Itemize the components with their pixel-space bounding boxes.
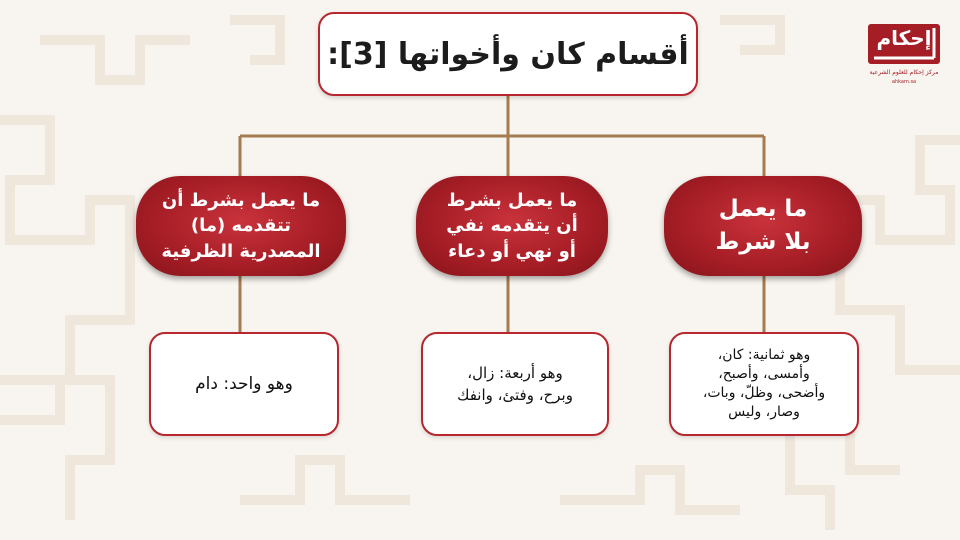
detail-line: وصار، وليس — [728, 403, 800, 420]
logo-name: إحكام — [876, 26, 932, 50]
detail-box-unconditional — [669, 332, 859, 436]
category-line: ما يعمل بشرط أن — [161, 189, 321, 211]
logo-tagline: ahkam.sa — [891, 79, 917, 85]
category-line: ما يعمل بشرط — [446, 189, 578, 211]
detail-line: وأضحى، وظلّ، وبات، — [702, 385, 826, 401]
category-line: أن يتقدمه نفي — [446, 215, 578, 237]
detail-line: وهو واحد: دام — [195, 374, 293, 394]
detail-box-ma-condition — [149, 332, 339, 436]
detail-line: وبرح، وفتئ، وانفك — [457, 386, 573, 404]
logo — [866, 22, 942, 88]
category-line: بلا شرط — [715, 229, 811, 255]
detail-line: وهو ثمانية: كان، — [717, 347, 811, 364]
page-title: أقسام كان وأخواتها [3]: — [327, 36, 689, 72]
category-unconditional — [664, 176, 862, 276]
logo-subtitle: مركز إحكام للعلوم الشرعية — [869, 69, 939, 76]
title-box — [318, 12, 698, 96]
detail-box-negation-condition — [421, 332, 609, 436]
category-negation-condition — [416, 176, 608, 276]
category-line: ما يعمل — [718, 195, 808, 222]
category-line: أو نهي أو دعاء — [448, 240, 576, 262]
detail-line: وأمسى، وأصبح، — [718, 366, 810, 383]
detail-line: وهو أربعة: زال، — [467, 363, 563, 382]
category-ma-condition — [136, 176, 346, 276]
category-line: تتقدمه (ما) — [190, 215, 292, 237]
category-line: المصدرية الظرفية — [161, 240, 321, 262]
